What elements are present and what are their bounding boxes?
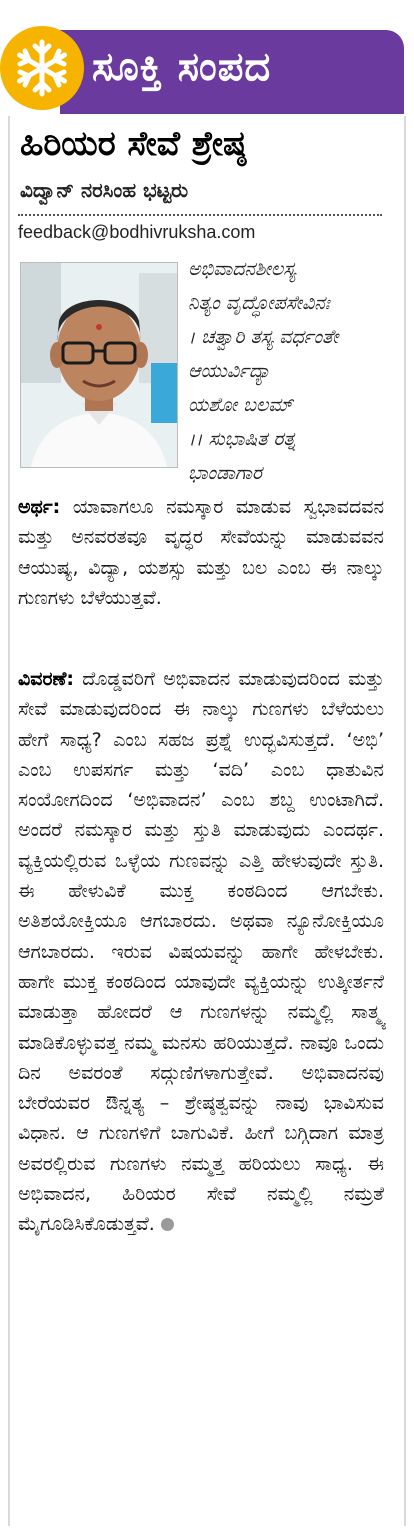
article-headline: ಹಿರಿಯರ ಸೇವೆ ಶ್ರೇಷ್ಠ (20, 124, 247, 164)
author-portrait-image (21, 263, 177, 467)
verse-line: ಆಯುರ್ವಿದ್ಯಾ (188, 360, 271, 382)
verse-line: ಅಭಿವಾದನಶೀಲಸ್ಯ (188, 258, 296, 280)
snowflake-icon (10, 36, 74, 100)
meaning-paragraph (18, 492, 384, 613)
explanation-label: ವಿವರಣೆ: (18, 668, 74, 690)
divider (18, 214, 382, 216)
verse-line: । ಚತ್ವಾರಿ ತಸ್ಯ ವರ್ಧಂತೇ (188, 326, 339, 348)
explanation-paragraph (18, 664, 384, 1240)
meaning-text: ಯಾವಾಗಲೂ ನಮಸ್ಕಾರ ಮಾಡುವ ಸ್ವಭಾವದವನ ಮತ್ತು ಅನವರತವೂ ವೃದ್ಧರ ಸೇವೆಯನ್ನು ಮಾಡುವವನ ಆಯುಷ್ಯ, ವಿದ್ಯಾ, ಯಶಸ್ಸು ಮತ್ತು ಬಲ ಎಂಬ ಈ ನಾಲ್ಕು ಗುಣಗಳು ಬೆಳೆಯುತ್ತವೆ. (18, 496, 385, 609)
meaning-label: ಅರ್ಥ: (18, 496, 61, 518)
verse-line: ಭಾಂಡಾಗಾರ (188, 462, 262, 484)
explanation-text: ದೊಡ್ಡವರಿಗೆ ಅಭಿವಾದನ ಮಾಡುವುದರಿಂದ ಮತ್ತು ಸೇವೆ ಮಾಡುವುದರಿಂದ ಈ ನಾಲ್ಕು ಗುಣಗಳು ಬೆಳೆಯಲು ಹೇಗೆ ಸಾಧ್ಯ? ಎಂಬ ಸಹಜ ಪ್ರಶ್ನೆ ಉದ್ಭವಿಸುತ್ತದೆ. ‘ಅಭಿ’ ಎಂಬ ಉಪಸರ್ಗ ಮತ್ತು ‘ವದಿ’ ಎಂಬ ಧಾತುವಿನ ಸಂಯೋಗದಿಂದ ‘ಅಭಿವಾದನ’ ಎಂಬ ಶಬ್ದ ಉಂಟಾಗಿದೆ. ಅಂದರೆ ನಮಸ್ಕಾರ ಮತ್ತು ಸ್ತುತಿ ಮಾಡುವುದು ಎಂದರ್ಥ. ವ್ಯಕ್ತಿಯಲ್ಲಿರುವ ಒಳ್ಳೆಯ ಗುಣವನ್ನು ಎತ್ತಿ ಹೇಳುವುದೇ ಸ್ತುತಿ. ಈ ಹೇಳುವಿಕೆ ಮುಕ್ತ ಕಂಠದಿಂದ ಆಗಬೇಕು. ಅತಿಶಯೋಕ್ತಿಯೂ ಆಗಬಾರದು. ಅಥವಾ ನ್ಯೂನೋಕ್ತಿಯೂ ಆಗಬಾರದು. ಇರುವ ವಿಷಯವನ್ನು ಹಾಗೇ ಹೇಳಬೇಕು. ಹಾಗೇ ಮುಕ್ತ ಕಂಠದಿಂದ ಯಾವುದೇ ವ್ಯಕ್ತಿಯನ್ನು ಉತ್ಕೀರ್ತನೆ ಮಾಡುತ್ತಾ ಹೋದರೆ ಆ ಗುಣಗಳನ್ನು ನಮ್ಮಲ್ಲಿ ಸಾತ್ಮ್ಯ ಮಾಡಿಕೊಳ್ಳುವತ್ತ ನಮ್ಮ ಮನಸು ಹರಿಯುತ್ತದೆ. ನಾವೂ ಒಂದು ದಿನ ಅವರಂತೆ ಸದ್ಗುಣಿಗಳಾಗುತ್ತೇವೆ. ಅಭಿವಾದನವು ಬೇರೆಯವರ ಔನ್ನತ್ಯ – ಶ್ರೇಷ್ಠತ್ವವನ್ನು ನಾವು ಭಾವಿಸುವ ವಿಧಾನ. ಆ ಗುಣಗಳಿಗೆ ಬಾಗುವಿಕೆ. ಹೀಗೆ ಬಗ್ಗಿದಾಗ ಮಾತ್ರ ಅವರಲ್ಲಿರುವ ಗುಣಗಳು ನಮ್ಮತ್ತ ಹರಿಯಲು ಸಾಧ್ಯ. ಈ ಅಭಿವಾದನ, ಹಿರಿಯರ ಸೇವೆ ನಮ್ಮಲ್ಲಿ ನಮ್ರತೆ ಮೈಗೂಡಿಸಿಕೊಡುತ್ತವೆ. (18, 668, 384, 1236)
end-marker-icon (161, 1218, 174, 1231)
verse-line: ಯಶೋ ಬಲಮ್ (188, 394, 293, 416)
verse-block (188, 252, 388, 490)
verse-line: ।। ಸುಭಾಷಿತ ರತ್ನ (188, 428, 297, 450)
verse-line: ನಿತ್ಯಂ ವೃದ್ಧೋಪಸೇವಿನಃ (188, 292, 330, 314)
section-title: ಸೂಕ್ತಿ ಸಂಪದ (92, 44, 272, 90)
author-photo (20, 262, 178, 468)
feedback-email[interactable]: feedback@bodhivruksha.com (18, 222, 256, 242)
section-logo (0, 26, 84, 110)
article-author: ವಿದ್ವಾನ್ ನರಸಿಂಹ ಭಟ್ಟರು (20, 178, 189, 202)
